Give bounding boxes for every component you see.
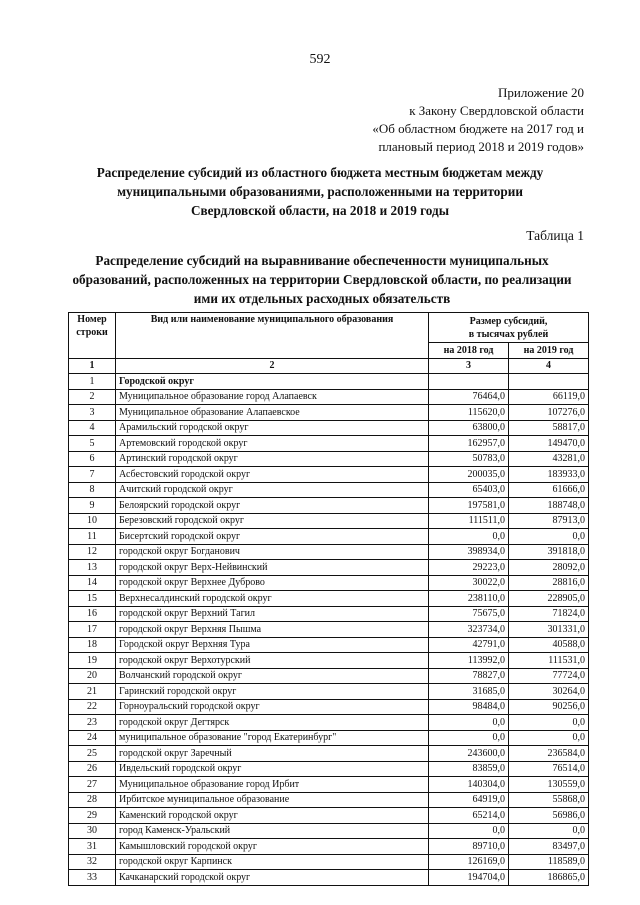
municipality-cell: Муниципальное образование город Алапаевск <box>116 389 429 405</box>
row-number-cell: 29 <box>69 808 116 824</box>
row-number-cell: 7 <box>69 467 116 483</box>
municipality-cell: городской округ Карпинск <box>116 854 429 870</box>
subtitle-line-3: ими их отдельных расходных обязательств <box>193 291 451 306</box>
table-row <box>69 606 589 622</box>
municipality-cell: Белоярский городской округ <box>116 498 429 514</box>
header-year-2019: на 2019 год <box>509 343 589 359</box>
row-number-cell: 20 <box>69 668 116 684</box>
subsidy-2018-cell: 111511,0 <box>429 513 509 529</box>
subsidy-2018-cell: 243600,0 <box>429 746 509 762</box>
table-row <box>69 513 589 529</box>
table-row <box>69 699 589 715</box>
row-number-cell: 2 <box>69 389 116 405</box>
municipality-cell: Березовский городской округ <box>116 513 429 529</box>
subsidy-2019-cell: 76514,0 <box>509 761 589 777</box>
municipality-cell: Городской округ <box>116 374 429 390</box>
row-number-cell: 33 <box>69 870 116 886</box>
row-number-cell: 9 <box>69 498 116 514</box>
municipality-cell: городской округ Верх-Нейвинский <box>116 560 429 576</box>
subsidy-2019-cell <box>509 374 589 390</box>
subsidy-2018-cell: 0,0 <box>429 730 509 746</box>
subsidy-2018-cell: 50783,0 <box>429 451 509 467</box>
row-number-cell: 17 <box>69 622 116 638</box>
municipality-cell: городской округ Верхний Тагил <box>116 606 429 622</box>
table-row <box>69 730 589 746</box>
subsidy-2018-cell: 0,0 <box>429 715 509 731</box>
row-number-cell: 19 <box>69 653 116 669</box>
municipality-cell: Горноуральский городской округ <box>116 699 429 715</box>
table-row <box>69 529 589 545</box>
row-number-cell: 6 <box>69 451 116 467</box>
municipality-cell: Верхнесалдинский городской округ <box>116 591 429 607</box>
document-title <box>60 163 580 220</box>
subsidy-2018-cell: 83859,0 <box>429 761 509 777</box>
table-row <box>69 808 589 824</box>
table-row <box>69 715 589 731</box>
municipality-cell: Волчанский городской округ <box>116 668 429 684</box>
subsidy-2018-cell: 238110,0 <box>429 591 509 607</box>
subsidy-2018-cell: 200035,0 <box>429 467 509 483</box>
subtitle-line-1: Распределение субсидий на выравнивание обеспеченности муниципальных <box>95 253 549 268</box>
municipality-cell: Городской округ Верхняя Тура <box>116 637 429 653</box>
subsidy-2018-cell: 63800,0 <box>429 420 509 436</box>
municipality-cell: Ивдельский городской округ <box>116 761 429 777</box>
table-row <box>69 668 589 684</box>
row-number-cell: 8 <box>69 482 116 498</box>
table-row <box>69 420 589 436</box>
subsidy-2018-cell: 30022,0 <box>429 575 509 591</box>
municipality-cell: муниципальное образование "город Екатеринбург" <box>116 730 429 746</box>
municipality-cell: Артинский городской округ <box>116 451 429 467</box>
municipality-cell: Артемовский городской округ <box>116 436 429 452</box>
subsidy-2019-cell: 228905,0 <box>509 591 589 607</box>
title-line-3: Свердловской области, на 2018 и 2019 годы <box>191 203 449 218</box>
row-number-cell: 27 <box>69 777 116 793</box>
municipality-cell: Каменский городской округ <box>116 808 429 824</box>
column-number-3: 3 <box>429 358 509 374</box>
row-number-cell: 32 <box>69 854 116 870</box>
municipality-cell: городской округ Верхняя Пышма <box>116 622 429 638</box>
row-number-cell: 25 <box>69 746 116 762</box>
header-subsidy-size-line-1: Размер субсидий, <box>469 315 548 327</box>
municipality-cell: город Каменск-Уральский <box>116 823 429 839</box>
table-row <box>69 823 589 839</box>
subsidy-2019-cell: 28816,0 <box>509 575 589 591</box>
municipality-cell: Бисертский городской округ <box>116 529 429 545</box>
subsidy-2018-cell: 398934,0 <box>429 544 509 560</box>
row-number-cell: 21 <box>69 684 116 700</box>
table-row <box>69 575 589 591</box>
row-number-cell: 30 <box>69 823 116 839</box>
header-subsidy-size <box>429 313 589 343</box>
subsidy-2019-cell: 77724,0 <box>509 668 589 684</box>
table-row <box>69 622 589 638</box>
municipality-cell: Камышловский городской округ <box>116 839 429 855</box>
subsidy-2018-cell: 0,0 <box>429 823 509 839</box>
subsidy-2019-cell: 56986,0 <box>509 808 589 824</box>
table-row <box>69 374 589 390</box>
subsidy-2018-cell: 126169,0 <box>429 854 509 870</box>
municipality-cell: городской округ Богданович <box>116 544 429 560</box>
subsidy-2018-cell: 64919,0 <box>429 792 509 808</box>
municipality-cell: Гаринский городской округ <box>116 684 429 700</box>
table-row <box>69 482 589 498</box>
title-line-2: муниципальными образованиями, расположенными на территории <box>117 184 523 199</box>
appendix-line-4: плановый период 2018 и 2019 годов» <box>378 139 584 154</box>
subsidy-2019-cell: 58817,0 <box>509 420 589 436</box>
subsidy-2019-cell: 107276,0 <box>509 405 589 421</box>
row-number-cell: 26 <box>69 761 116 777</box>
municipality-cell: Муниципальное образование город Ирбит <box>116 777 429 793</box>
subsidy-2019-cell: 30264,0 <box>509 684 589 700</box>
subsidy-2018-cell: 78827,0 <box>429 668 509 684</box>
table-row <box>69 653 589 669</box>
row-number-cell: 22 <box>69 699 116 715</box>
table-row <box>69 436 589 452</box>
row-number-cell: 10 <box>69 513 116 529</box>
municipality-cell: городской округ Дегтярск <box>116 715 429 731</box>
subsidy-2019-cell: 130559,0 <box>509 777 589 793</box>
subsidy-2019-cell: 186865,0 <box>509 870 589 886</box>
subsidy-2018-cell: 140304,0 <box>429 777 509 793</box>
row-number-cell: 3 <box>69 405 116 421</box>
municipality-cell: Ачитский городской округ <box>116 482 429 498</box>
row-number-cell: 31 <box>69 839 116 855</box>
header-row-number <box>69 313 116 359</box>
subsidy-2019-cell: 111531,0 <box>509 653 589 669</box>
table-row <box>69 761 589 777</box>
table-body <box>69 374 589 886</box>
row-number-cell: 13 <box>69 560 116 576</box>
subsidy-2019-cell: 90256,0 <box>509 699 589 715</box>
municipality-cell: городской округ Верхнее Дуброво <box>116 575 429 591</box>
table-row <box>69 684 589 700</box>
table-row <box>69 839 589 855</box>
appendix-line-1: Приложение 20 <box>497 85 584 100</box>
subsidy-2018-cell: 98484,0 <box>429 699 509 715</box>
municipality-cell: Муниципальное образование Алапаевское <box>116 405 429 421</box>
table-row <box>69 792 589 808</box>
subsidies-table <box>68 312 589 886</box>
row-number-cell: 1 <box>69 374 116 390</box>
subsidy-2019-cell: 188748,0 <box>509 498 589 514</box>
row-number-cell: 18 <box>69 637 116 653</box>
appendix-line-2: к Закону Свердловской области <box>409 103 584 118</box>
table-row <box>69 451 589 467</box>
page-number: 592 <box>309 52 331 67</box>
subsidy-2018-cell: 0,0 <box>429 529 509 545</box>
subsidy-2019-cell: 391818,0 <box>509 544 589 560</box>
subsidy-2019-cell: 55868,0 <box>509 792 589 808</box>
column-number-2: 2 <box>116 358 429 374</box>
subsidy-2019-cell: 0,0 <box>509 529 589 545</box>
row-number-cell: 23 <box>69 715 116 731</box>
header-subsidy-size-line-2: в тысячах рублей <box>468 328 549 340</box>
subsidy-2018-cell <box>429 374 509 390</box>
subsidy-2018-cell: 89710,0 <box>429 839 509 855</box>
row-number-cell: 24 <box>69 730 116 746</box>
subsidy-2018-cell: 29223,0 <box>429 560 509 576</box>
table-row <box>69 560 589 576</box>
subsidy-2019-cell: 0,0 <box>509 715 589 731</box>
row-number-cell: 14 <box>69 575 116 591</box>
header-year-2018: на 2018 год <box>429 343 509 359</box>
row-number-cell: 5 <box>69 436 116 452</box>
municipality-cell: Асбестовский городской округ <box>116 467 429 483</box>
row-number-cell: 28 <box>69 792 116 808</box>
table-row <box>69 637 589 653</box>
subsidy-2018-cell: 75675,0 <box>429 606 509 622</box>
subsidy-2018-cell: 162957,0 <box>429 436 509 452</box>
table-row <box>69 854 589 870</box>
table-row <box>69 498 589 514</box>
table-row <box>69 405 589 421</box>
table-title <box>62 251 582 308</box>
subsidy-2018-cell: 194704,0 <box>429 870 509 886</box>
row-number-cell: 11 <box>69 529 116 545</box>
subsidy-2019-cell: 43281,0 <box>509 451 589 467</box>
subsidy-2018-cell: 42791,0 <box>429 637 509 653</box>
table-row <box>69 591 589 607</box>
subsidy-2019-cell: 87913,0 <box>509 513 589 529</box>
subsidy-2019-cell: 301331,0 <box>509 622 589 638</box>
table-row <box>69 777 589 793</box>
subsidy-2019-cell: 0,0 <box>509 823 589 839</box>
table-row <box>69 544 589 560</box>
row-number-cell: 15 <box>69 591 116 607</box>
municipality-cell: городской округ Верхотурский <box>116 653 429 669</box>
title-line-1: Распределение субсидий из областного бюджета местным бюджетам между <box>96 165 544 180</box>
row-number-cell: 4 <box>69 420 116 436</box>
column-number-1: 1 <box>69 358 116 374</box>
table-row <box>69 467 589 483</box>
subsidy-2018-cell: 113992,0 <box>429 653 509 669</box>
table-row <box>69 746 589 762</box>
row-number-cell: 16 <box>69 606 116 622</box>
subsidy-2019-cell: 0,0 <box>509 730 589 746</box>
header-row-number-line-2: строки <box>76 327 108 338</box>
municipality-cell: городской округ Заречный <box>116 746 429 762</box>
subsidy-2019-cell: 66119,0 <box>509 389 589 405</box>
subsidy-2019-cell: 149470,0 <box>509 436 589 452</box>
subsidy-2018-cell: 323734,0 <box>429 622 509 638</box>
appendix-line-3: «Об областном бюджете на 2017 год и <box>372 121 584 136</box>
row-number-cell: 12 <box>69 544 116 560</box>
header-municipality: Вид или наименование муниципального образования <box>116 313 429 359</box>
subsidy-2019-cell: 28092,0 <box>509 560 589 576</box>
municipality-cell: Ирбитское муниципальное образование <box>116 792 429 808</box>
column-number-4: 4 <box>509 358 589 374</box>
subsidy-2019-cell: 118589,0 <box>509 854 589 870</box>
header-row-number-line-1: Номер <box>77 314 107 325</box>
appendix-reference <box>372 84 584 156</box>
subtitle-line-2: образований, расположенных на территории Свердловской области, по реализации <box>72 272 572 287</box>
subsidy-2019-cell: 40588,0 <box>509 637 589 653</box>
subsidy-2018-cell: 115620,0 <box>429 405 509 421</box>
subsidy-2018-cell: 65214,0 <box>429 808 509 824</box>
subsidy-2019-cell: 83497,0 <box>509 839 589 855</box>
subsidy-2019-cell: 71824,0 <box>509 606 589 622</box>
table-label: Таблица 1 <box>526 228 584 243</box>
subsidy-2019-cell: 236584,0 <box>509 746 589 762</box>
subsidy-2019-cell: 61666,0 <box>509 482 589 498</box>
subsidy-2019-cell: 183933,0 <box>509 467 589 483</box>
subsidy-2018-cell: 31685,0 <box>429 684 509 700</box>
table-row <box>69 870 589 886</box>
subsidy-2018-cell: 76464,0 <box>429 389 509 405</box>
municipality-cell: Арамильский городской округ <box>116 420 429 436</box>
municipality-cell: Качканарский городской округ <box>116 870 429 886</box>
subsidy-2018-cell: 65403,0 <box>429 482 509 498</box>
subsidy-2018-cell: 197581,0 <box>429 498 509 514</box>
table-row <box>69 389 589 405</box>
